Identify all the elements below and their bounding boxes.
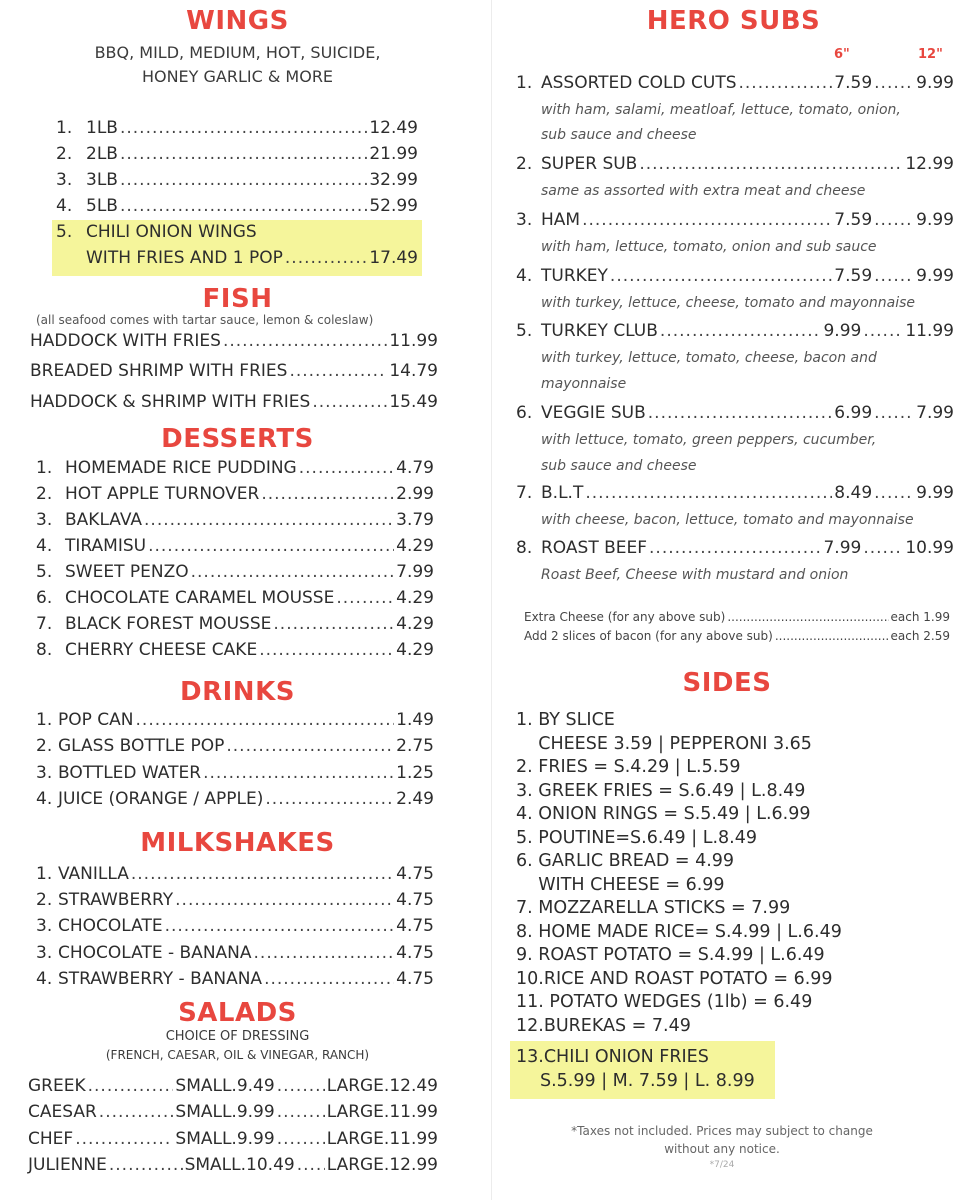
price-6: 7.99 [823,538,862,558]
dot-leader [863,538,903,558]
item-name: CHERRY CHEESE CAKE [65,640,258,660]
price-6: 6.99 [834,403,873,423]
dot-leader [739,73,833,93]
item-name: HAM [541,210,581,230]
price-12: 9.99 [916,266,954,286]
dot-leader [120,144,367,164]
milkshake-item [36,969,434,989]
item-name: B.L.T [541,483,584,503]
sides-line: 9. ROAST POTATO = S.4.99 | L.6.49 [516,945,825,965]
footer-code: *7/24 [709,1160,735,1170]
item-name: 3LB [86,170,118,190]
dot-leader [648,403,833,423]
dessert-item [36,640,434,660]
price-6: 9.99 [823,321,862,341]
item-number: 1. [36,864,53,884]
sub-item [516,210,954,230]
dot-leader [99,1102,174,1122]
item-number: 4. [36,789,53,809]
item-name: CHOCOLATE - BANANA [58,943,252,963]
item-number: 2. [36,890,53,910]
item-price: 2.99 [396,484,434,504]
item-name: ASSORTED COLD CUTS [541,73,737,93]
item-number: 1. [56,118,73,138]
extra-name: Add 2 slices of bacon (for any above sub) [524,629,773,643]
item-name: SWEET PENZO [65,562,189,582]
item-number: 6. [516,403,533,423]
dot-leader [261,484,394,504]
wings-subtitle-2: HONEY GARLIC & MORE [141,67,334,86]
dessert-item [36,510,434,530]
dot-leader [277,1129,325,1149]
salads-dressings: (FRENCH, CAESAR, OIL & VINEGAR, RANCH) [105,1048,370,1062]
item-number: 3. [36,916,53,936]
item-price: 1.49 [396,710,434,730]
item-number: 6. [36,588,53,608]
dessert-item [36,562,434,582]
item-name: SUPER SUB [541,154,638,174]
size-6-label: 6" [834,47,850,62]
item-name: GLASS BOTTLE POP [58,736,225,756]
sides-line: 7. MOZZARELLA STICKS = 7.99 [516,898,791,918]
dot-leader [264,969,394,989]
item-name: ROAST BEEF [541,538,648,558]
dot-leader [226,736,394,756]
item-price: 4.75 [396,864,434,884]
sub-item [516,403,954,423]
price-12: 12.99 [905,154,954,174]
salad-name: GREEK [28,1076,86,1096]
footer-disclaimer-1: *Taxes not included. Prices may subject to change [571,1124,873,1138]
fish-title: FISH [202,284,273,314]
salad-name: CAESAR [28,1102,97,1122]
item-name: BOTTLED WATER [58,763,202,783]
salad-item [28,1155,438,1175]
item-name: TURKEY [541,266,608,286]
item-price: 4.75 [396,916,434,936]
hero-subs-title: HERO SUBS [646,6,821,36]
sides-special-line-2: S.5.99 | M. 7.59 | L. 8.99 [540,1071,755,1091]
item-number: 7. [516,483,533,503]
salad-item [28,1102,438,1122]
dot-leader [131,864,394,884]
item-price: 4.29 [396,588,434,608]
salad-small-price: SMALL.9.99 [175,1129,275,1149]
wings-item [56,144,418,164]
dot-leader [265,789,394,809]
dessert-item [36,484,434,504]
wings-subtitle-1: BBQ, MILD, MEDIUM, HOT, SUICIDE, [94,43,381,62]
salad-name: CHEF [28,1129,74,1149]
sub-item [516,321,954,341]
dot-leader [203,763,394,783]
wings-item [56,196,418,216]
footer-disclaimer-2: without any notice. [664,1142,780,1156]
sides-line: 3. GREEK FRIES = S.6.49 | L.8.49 [516,781,806,801]
extra-price: each 2.59 [890,629,950,643]
sides-line: WITH CHEESE = 6.99 [516,875,725,895]
item-number: 1. [516,73,533,93]
salad-large-price: LARGE.12.99 [326,1155,438,1175]
dot-leader [649,538,821,558]
item-number: 3. [516,210,533,230]
extra-item [524,629,950,643]
item-number: 4. [56,196,73,216]
dot-leader [259,640,394,660]
item-number: 1. [36,458,53,478]
dot-leader [277,1076,325,1096]
dot-leader [289,361,387,381]
dot-leader [136,710,395,730]
salad-large-price: LARGE.12.49 [326,1076,438,1096]
extra-item [524,610,950,624]
salad-item [28,1129,438,1149]
drink-item [36,710,434,730]
item-name: BAKLAVA [65,510,143,530]
dessert-item [36,458,434,478]
price-12: 10.99 [905,538,954,558]
item-name: HADDOCK & SHRIMP WITH FRIES [30,392,311,412]
sub-description: with lettuce, tomato, green peppers, cucumber, [541,432,877,448]
item-number: 5. [516,321,533,341]
dessert-item [36,588,434,608]
sub-description: sub sauce and cheese [541,127,697,143]
item-price: 1.25 [396,763,434,783]
item-price: 4.29 [396,614,434,634]
sides-line: 6. GARLIC BREAD = 4.99 [516,851,735,871]
item-number: 2. [516,154,533,174]
item-number: 3. [36,510,53,530]
item-name: TIRAMISU [65,536,147,556]
sides-line: 12.BUREKAS = 7.49 [516,1016,691,1036]
dot-leader [285,248,367,268]
item-name: HOMEMADE RICE PUDDING [65,458,297,478]
dot-leader [610,266,832,286]
milkshake-item [36,890,434,910]
dot-leader [120,170,367,190]
item-name: POP CAN [58,710,134,730]
item-name: TURKEY CLUB [541,321,658,341]
item-price: 4.75 [396,943,434,963]
item-name: CHOCOLATE [58,916,163,936]
item-name: VANILLA [58,864,129,884]
desserts-title: DESSERTS [161,424,314,454]
dot-leader [874,73,914,93]
milkshakes-title: MILKSHAKES [140,828,335,858]
sides-line: 8. HOME MADE RICE= S.4.99 | L.6.49 [516,922,842,942]
dot-leader [585,483,832,503]
drink-item [36,736,434,756]
item-number: 2. [56,144,73,164]
item-price: 4.29 [396,536,434,556]
fish-item [30,331,438,351]
dot-leader [88,1076,174,1096]
dot-leader [254,943,395,963]
item-number: 3. [56,170,73,190]
salad-small-price: SMALL.9.49 [175,1076,275,1096]
item-name: BLACK FOREST MOUSSE [65,614,272,634]
dot-leader [582,210,832,230]
dot-leader [165,916,395,936]
fish-item [30,392,438,412]
extra-price: each 1.99 [890,610,950,624]
salad-small-price: SMALL.9.99 [175,1102,275,1122]
wings-title: WINGS [186,6,289,36]
item-number: 3. [36,763,53,783]
sub-description: Roast Beef, Cheese with mustard and onion [541,567,849,583]
item-price: 4.75 [396,969,434,989]
sub-description: with cheese, bacon, lettuce, tomato and mayonnaise [541,512,914,528]
price-6: 8.49 [834,483,873,503]
price-12: 11.99 [905,321,954,341]
item-number: 7. [36,614,53,634]
right-column [492,0,975,1200]
dot-leader [120,118,367,138]
dot-leader [277,1102,325,1122]
sub-item [516,483,954,503]
sub-item [516,73,954,93]
sub-item [516,266,954,286]
item-price: 4.79 [396,458,434,478]
salad-large-price: LARGE.11.99 [326,1102,438,1122]
item-number: 4. [36,969,53,989]
item-name: BREADED SHRIMP WITH FRIES [30,361,288,381]
price-6: 7.59 [834,73,873,93]
item-price: 4.75 [396,890,434,910]
sides-line: 5. POUTINE=S.6.49 | L.8.49 [516,828,757,848]
item-number: 8. [36,640,53,660]
fish-item [30,361,438,381]
price-12: 9.99 [916,73,954,93]
item-name: WITH FRIES AND 1 POP [86,248,283,268]
size-12-label: 12" [918,47,943,62]
dot-leader [312,392,387,412]
drinks-title: DRINKS [180,677,295,707]
dot-leader [144,510,394,530]
dot-leader [639,154,903,174]
milkshake-item [36,864,434,884]
dessert-item [36,614,434,634]
item-number: 8. [516,538,533,558]
item-name: 5LB [86,196,118,216]
item-name: STRAWBERRY - BANANA [58,969,263,989]
dot-leader [109,1155,183,1175]
sides-title: SIDES [682,668,772,698]
item-number: 4. [516,266,533,286]
dot-leader [223,331,387,351]
drink-item [36,789,434,809]
salad-large-price: LARGE.11.99 [326,1129,438,1149]
sub-description: with ham, salami, meatloaf, lettuce, tomato, onion, [541,102,901,118]
item-price: 11.99 [389,331,438,351]
item-price: 3.79 [396,510,434,530]
sub-description: with turkey, lettuce, cheese, tomato and mayonnaise [541,295,916,311]
item-price: 21.99 [369,144,418,164]
item-price: 4.29 [396,640,434,660]
item-number: 5. [36,562,53,582]
item-number: 1. [36,710,53,730]
drink-item [36,763,434,783]
wings-item [56,170,418,190]
dot-leader [874,483,914,503]
item-name: 2LB [86,144,118,164]
fish-note: (all seafood comes with tartar sauce, lemon & coleslaw) [36,313,374,327]
price-12: 9.99 [916,483,954,503]
dot-leader [175,890,394,910]
item-price: 15.49 [389,392,438,412]
dot-leader [120,196,367,216]
sub-description: same as assorted with extra meat and cheese [541,183,866,199]
dot-leader [191,562,395,582]
sub-item [516,154,954,174]
dot-leader [148,536,394,556]
price-12: 7.99 [916,403,954,423]
sub-item [516,538,954,558]
sides-special-line-1: 13.CHILI ONION FRIES [516,1047,709,1067]
milkshake-item [36,916,434,936]
item-number: 2. [36,736,53,756]
price-6: 7.59 [834,266,873,286]
item-price: 12.49 [369,118,418,138]
wings-item [56,118,418,138]
salad-name: JULIENNE [28,1155,107,1175]
item-name: 1LB [86,118,118,138]
item-name: VEGGIE SUB [541,403,646,423]
item-number: 3. [36,943,53,963]
dot-leader [336,588,394,608]
item-name: JUICE (ORANGE / APPLE) [58,789,264,809]
wings-special-line-1 [56,222,418,242]
item-number: 2. [36,484,53,504]
dot-leader [727,610,888,624]
dot-leader [863,321,903,341]
dot-leader [775,629,889,643]
sub-description: with turkey, lettuce, tomato, cheese, bacon and [541,350,877,366]
item-name: HOT APPLE TURNOVER [65,484,260,504]
salad-item [28,1076,438,1096]
dot-leader [297,1155,325,1175]
item-price: 14.79 [389,361,438,381]
price-6: 7.59 [834,210,873,230]
sides-line: 4. ONION RINGS = S.5.49 | L.6.99 [516,804,811,824]
item-name: HADDOCK WITH FRIES [30,331,221,351]
extra-name: Extra Cheese (for any above sub) [524,610,726,624]
sides-line: 1. BY SLICE [516,710,615,730]
item-price: 52.99 [369,196,418,216]
sides-line: 2. FRIES = S.4.29 | L.5.59 [516,757,741,777]
item-name: CHILI ONION WINGS [86,222,257,242]
item-number: 4. [36,536,53,556]
salads-subtitle: CHOICE OF DRESSING [165,1029,310,1044]
item-price: 32.99 [369,170,418,190]
item-name: CHOCOLATE CARAMEL MOUSSE [65,588,335,608]
milkshake-item [36,943,434,963]
item-price: 7.99 [396,562,434,582]
salad-small-price: SMALL.10.49 [184,1155,295,1175]
dot-leader [75,1129,173,1149]
dot-leader [273,614,394,634]
dot-leader [874,403,914,423]
dot-leader [299,458,394,478]
price-12: 9.99 [916,210,954,230]
dessert-item [36,536,434,556]
dot-leader [874,266,914,286]
item-price: 17.49 [369,248,418,268]
item-price: 2.49 [396,789,434,809]
sub-description: sub sauce and cheese [541,458,697,474]
salads-title: SALADS [178,998,297,1028]
wings-special-line-2 [86,248,418,268]
sides-line: 11. POTATO WEDGES (1lb) = 6.49 [516,992,813,1012]
item-number: 5. [56,222,73,242]
sub-description: mayonnaise [541,376,627,392]
item-price: 2.75 [396,736,434,756]
dot-leader [874,210,914,230]
dot-leader [660,321,822,341]
sides-line: 10.RICE AND ROAST POTATO = 6.99 [516,969,833,989]
item-name: STRAWBERRY [58,890,174,910]
sub-description: with ham, lettuce, tomato, onion and sub sauce [541,239,877,255]
sides-line: CHEESE 3.59 | PEPPERONI 3.65 [516,734,812,754]
